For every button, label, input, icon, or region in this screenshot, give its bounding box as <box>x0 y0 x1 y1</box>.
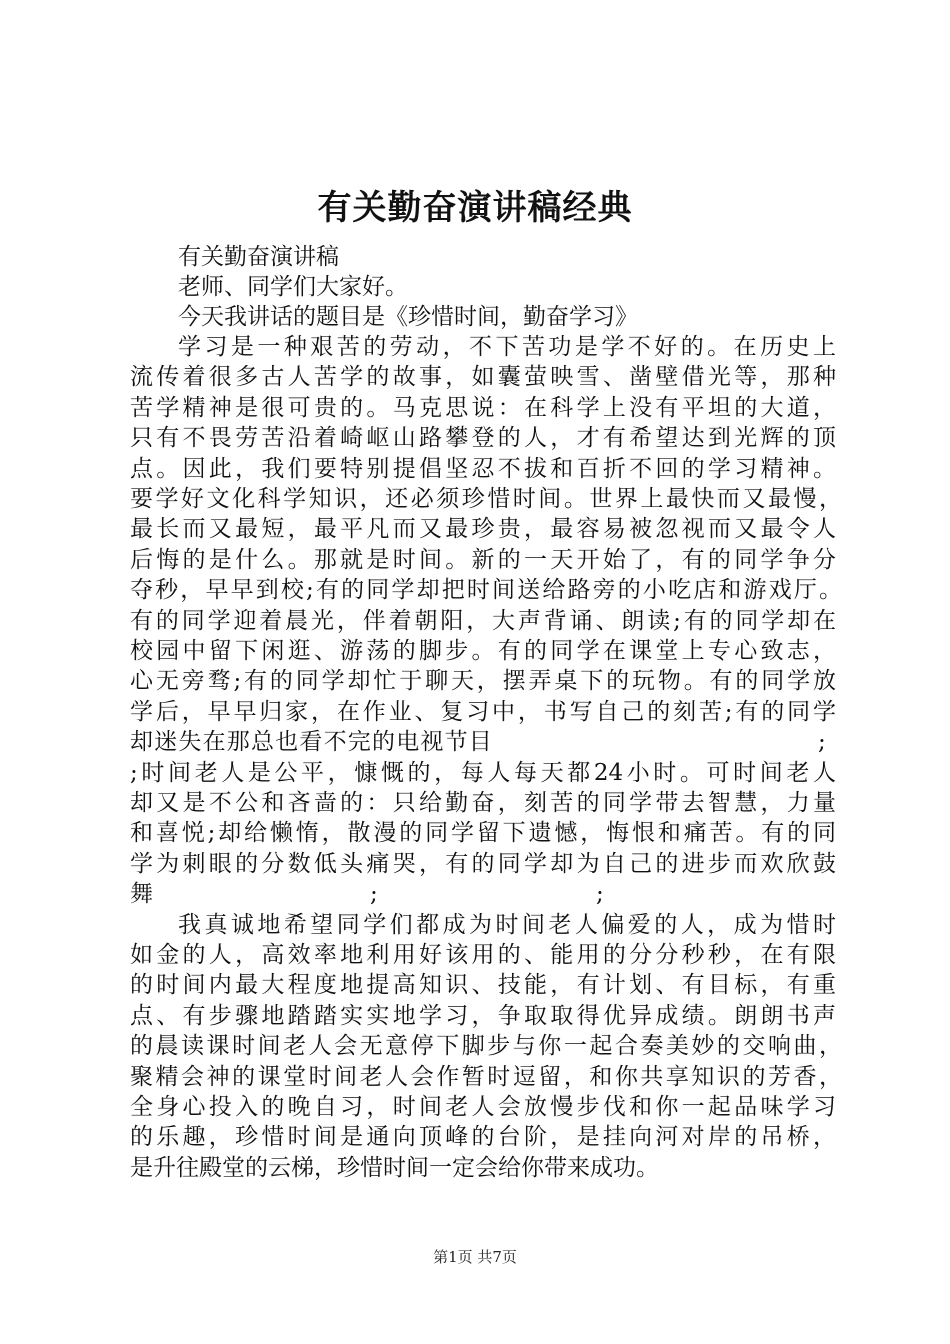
text-line: 的晨读课时间老人会无意停下脚步与你一起合奏美妙的交响曲， <box>130 1033 842 1059</box>
text-line: 后悔的是什么。那就是时间。新的一天开始了，有的同学争分 <box>130 547 836 573</box>
text-line: 学为刺眼的分数低头痛哭，有的同学却为自己的进步而欢欣鼓 <box>130 851 836 877</box>
text-line: 的乐趣，珍惜时间是通向顶峰的台阶，是挂向河对岸的吊桥， <box>130 1124 836 1150</box>
text-line: 今天我讲话的题目是《珍惜时间，勤奋学习》 <box>178 304 638 330</box>
text-line: 有关勤奋演讲稿 <box>178 244 339 270</box>
text-line: 舞 <box>130 881 153 907</box>
text-line: 要学好文化科学知识，还必须珍惜时间。世界上最快而又最慢， <box>130 486 842 512</box>
text-line: 最长而又最短，最平凡而又最珍贵，最容易被忽视而又最令人 <box>130 516 836 542</box>
text-line: 只有不畏劳苦沿着崎岖山路攀登的人，才有希望达到光辉的顶 <box>130 425 836 451</box>
text-line: 心无旁骛;有的同学却忙于聊天，摆弄桌下的玩物。有的同学放 <box>130 668 836 694</box>
text-line: 聚精会神的课堂时间老人会作暂时逗留，和你共享知识的芳香， <box>130 1064 842 1090</box>
text-line: 如金的人，高效率地利用好该用的、能用的分分秒秒，在有限 <box>130 942 836 968</box>
text-line: 学后，早早归家，在作业、复习中，书写自己的刻苦;有的同学 <box>130 699 836 725</box>
text-line: 校园中留下闲逛、游荡的脚步。有的同学在课堂上专心致志， <box>130 638 836 664</box>
text-line: 却迷失在那总也看不完的电视节目 <box>130 729 493 755</box>
text-line: 的时间内最大程度地提高知识、技能，有计划、有目标，有重 <box>130 972 836 998</box>
text-line: 学习是一种艰苦的劳动，不下苦功是学不好的。在历史上 <box>178 334 836 360</box>
text-line: ; <box>370 881 378 907</box>
text-line: 是升往殿堂的云梯，珍惜时间一定会给你带来成功。 <box>130 1155 659 1181</box>
text-line: 点。因此，我们要特别提倡坚忍不拔和百折不回的学习精神。 <box>130 456 836 482</box>
text-line: 苦学精神是很可贵的。马克思说：在科学上没有平坦的大道， <box>130 395 836 421</box>
text-line: 有的同学迎着晨光，伴着朝阳，大声背诵、朗读;有的同学却在 <box>130 608 836 634</box>
text-line: 流传着很多古人苦学的故事，如囊萤映雪、凿壁借光等，那种 <box>130 364 836 390</box>
document-title: 有关勤奋演讲稿经典 <box>317 188 633 228</box>
text-line: 全身心投入的晚自习，时间老人会放慢步伐和你一起品味学习 <box>130 1094 836 1120</box>
text-line: 却又是不公和吝啬的：只给勤奋，刻苦的同学带去智慧，力量 <box>130 790 836 816</box>
text-line: 夺秒，早早到校;有的同学却把时间送给路旁的小吃店和游戏厅。 <box>130 577 842 603</box>
text-line: 点、有步骤地踏踏实实地学习，争取取得优异成绩。朗朗书声 <box>130 1003 836 1029</box>
text-line: ; <box>596 881 604 907</box>
text-line: 我真诚地希望同学们都成为时间老人偏爱的人，成为惜时 <box>178 912 836 938</box>
text-line: 老师、同学们大家好。 <box>178 274 408 300</box>
text-line: ;时间老人是公平，慷慨的，每人每天都24小时。可时间老人 <box>130 760 836 786</box>
text-line: ; <box>818 729 826 755</box>
page-footer: 第1页 共7页 <box>433 1248 517 1266</box>
text-line: 和喜悦;却给懒惰，散漫的同学留下遗憾，悔恨和痛苦。有的同 <box>130 820 836 846</box>
